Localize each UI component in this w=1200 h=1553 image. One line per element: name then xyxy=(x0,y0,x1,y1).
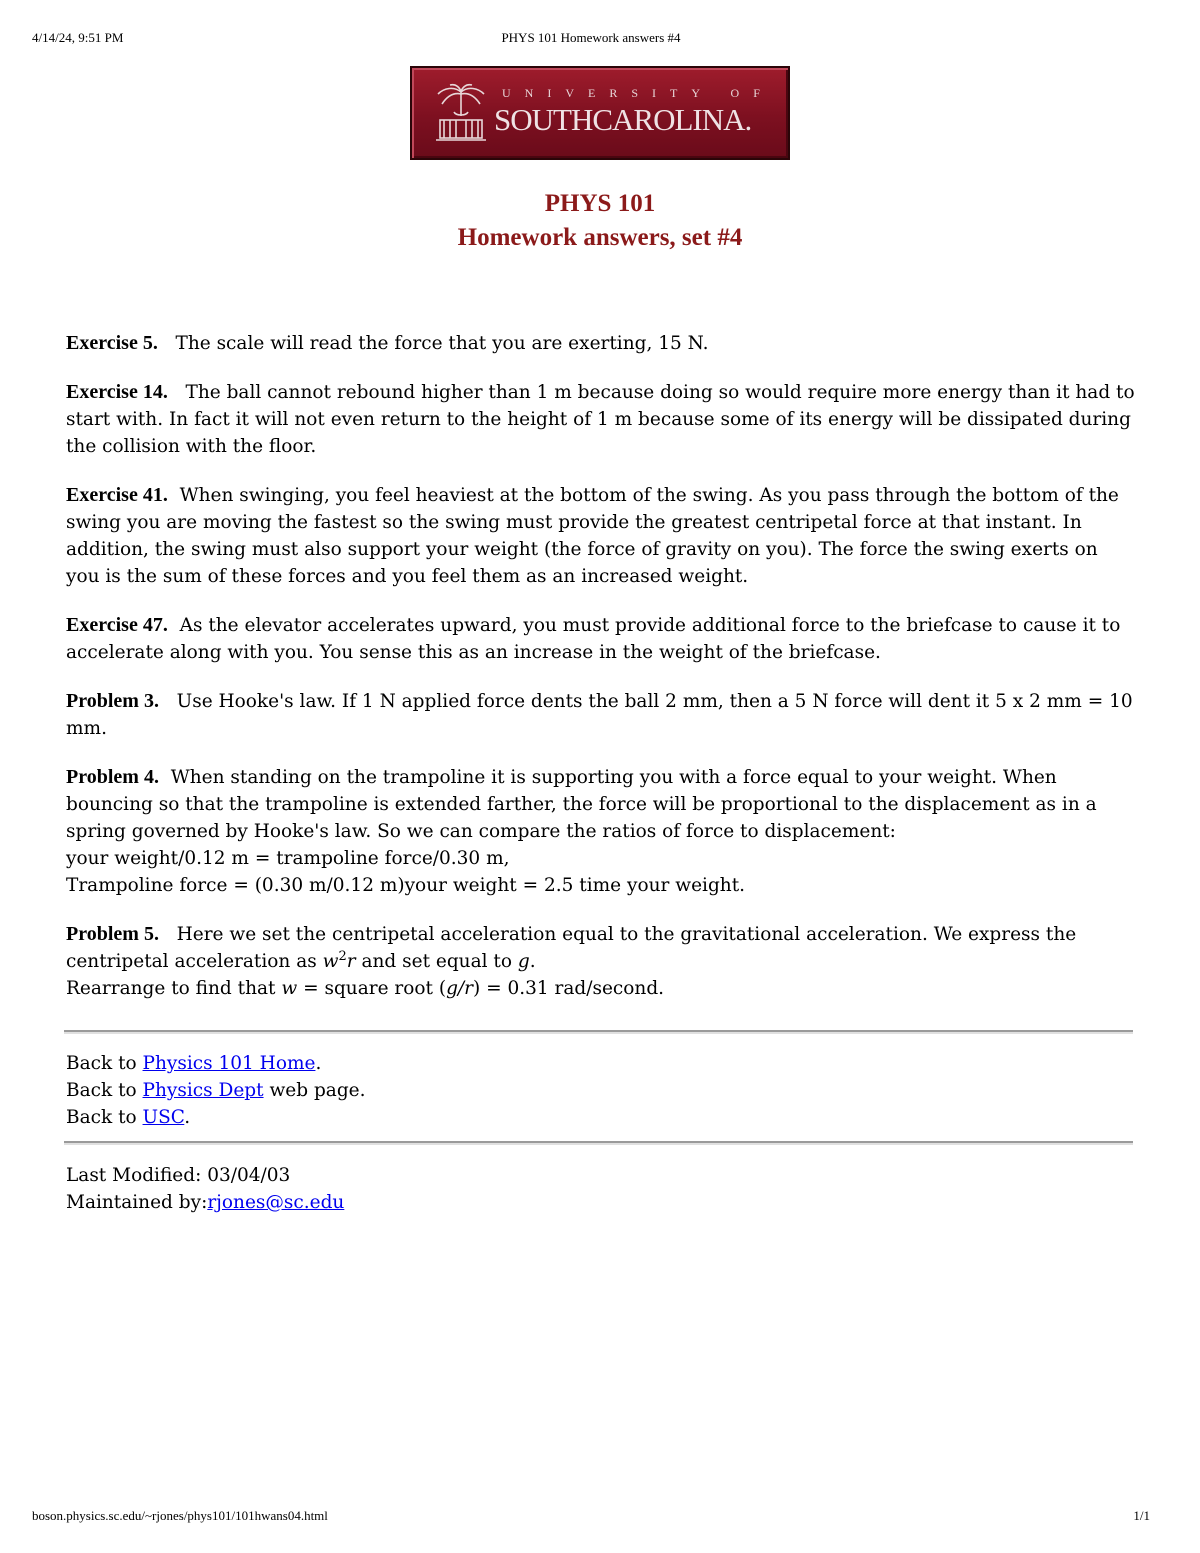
answer-exercise-14 xyxy=(66,379,1136,460)
answer-text: When swinging, you feel heaviest at the bottom of the swing. As you pass through the bottom of the swing you are moving the fastest so the swing must provide the greatest centripetal force at that instant. In addition, the swing must also support your weight (the force of gravity on you). The force the swing exerts on you is the sum of these forces and you feel them as an increased weight. xyxy=(66,485,1119,587)
back-links xyxy=(66,1050,366,1131)
print-datetime: 4/14/24, 9:51 PM xyxy=(32,30,124,45)
answer-text: Use Hooke's law. If 1 N applied force dents the ball 2 mm, then a 5 N force will dent it 5 x 2 mm = 10 mm. xyxy=(66,691,1133,739)
logo-university-of: UNIVERSITY OF xyxy=(502,86,774,100)
answer-problem-4 xyxy=(66,764,1136,899)
maintainer-email-link[interactable]: rjones@sc.edu xyxy=(207,1192,345,1213)
radius-symbol: r xyxy=(346,951,356,972)
usc-logo xyxy=(410,66,790,160)
answer-text-2: and set equal to xyxy=(355,951,518,972)
logo-university-name: SOUTHCAROLINA. xyxy=(494,102,752,137)
answer-text: As the elevator accelerates upward, you must provide additional force to the briefcase to cause it to accelerate along with you. You sense this as an increase in the weight of the briefcase. xyxy=(66,615,1121,663)
answer-exercise-5 xyxy=(66,330,1136,357)
answer-label: Exercise 5. xyxy=(66,332,158,354)
back-link-row xyxy=(66,1104,366,1131)
back-prefix: Back to xyxy=(66,1107,143,1128)
answer-label: Problem 4. xyxy=(66,766,159,788)
back-suffix: web page. xyxy=(263,1080,366,1101)
back-prefix: Back to xyxy=(66,1053,143,1074)
maintainer-label: Maintained by: xyxy=(66,1192,208,1213)
g-over-r: g/r xyxy=(446,978,473,999)
physics-dept-link[interactable]: Physics Dept xyxy=(142,1080,264,1101)
answer-label: Exercise 41. xyxy=(66,484,168,506)
print-doc-title: PHYS 101 Homework answers #4 xyxy=(501,30,681,45)
page-subtitle: Homework answers, set #4 xyxy=(457,224,743,251)
last-modified: Last Modified: 03/04/03 xyxy=(66,1165,291,1186)
answers-body xyxy=(66,330,1136,1024)
gravity-symbol: g xyxy=(517,951,530,972)
exponent: 2 xyxy=(338,948,347,964)
answer-problem-5 xyxy=(66,921,1136,1002)
back-link-row xyxy=(66,1050,366,1077)
back-prefix: Back to xyxy=(66,1080,143,1101)
back-suffix: . xyxy=(184,1107,191,1128)
answer-text: The scale will read the force that you are exerting, 15 N. xyxy=(175,333,709,354)
print-page-number: 1/1 xyxy=(1133,1508,1150,1523)
back-suffix: . xyxy=(315,1053,322,1074)
back-link-row xyxy=(66,1077,366,1104)
usc-link[interactable]: USC xyxy=(142,1107,185,1128)
answer-label: Exercise 47. xyxy=(66,614,168,636)
answer-equation-1: your weight/0.12 m = trampoline force/0.30 m, xyxy=(66,848,510,869)
answer-text: The ball cannot rebound higher than 1 m because doing so would require more energy than it had to start with. In fact it will not even return to the height of 1 m because some of its energy will be dissipated during the collision with the floor. xyxy=(66,382,1135,457)
print-url: boson.physics.sc.edu/~rjones/phys101/101hwans04.html xyxy=(32,1508,328,1523)
answer-text: Here we set the centripetal acceleration equal to the gravitational acceleration. We express the centripetal acceleration as xyxy=(66,924,1077,972)
page-title: PHYS 101 xyxy=(544,190,656,217)
divider xyxy=(64,1030,1133,1034)
answer-rearrange-2: = square root ( xyxy=(297,978,447,999)
answer-text: When standing on the trampoline it is supporting you with a force equal to your weight. When bouncing so that the trampoline is extended farther, the force will be proportional to the displacement as in a spring governed by Hooke's law. So we can compare the ratios of force to displacement: xyxy=(66,767,1097,842)
answer-exercise-47 xyxy=(66,612,1136,666)
page-meta xyxy=(66,1162,344,1216)
answer-equation-2: Trampoline force = (0.30 m/0.12 m)your weight = 2.5 time your weight. xyxy=(66,875,746,896)
answer-problem-3 xyxy=(66,688,1136,742)
answer-rearrange: Rearrange to find that xyxy=(66,978,282,999)
answer-label: Problem 3. xyxy=(66,690,159,712)
maintainer xyxy=(66,1189,344,1216)
answer-label: Problem 5. xyxy=(66,923,159,945)
divider xyxy=(64,1141,1133,1145)
answer-exercise-41 xyxy=(66,482,1136,590)
answer-label: Exercise 14. xyxy=(66,381,168,403)
omega-symbol-2: w xyxy=(281,978,298,999)
physics-101-home-link[interactable]: Physics 101 Home xyxy=(142,1053,316,1074)
answer-text-3: . xyxy=(529,951,536,972)
palmetto-seal-icon xyxy=(430,82,492,146)
omega-symbol: w xyxy=(322,951,339,972)
answer-rearrange-3: ) = 0.31 rad/second. xyxy=(472,978,665,999)
